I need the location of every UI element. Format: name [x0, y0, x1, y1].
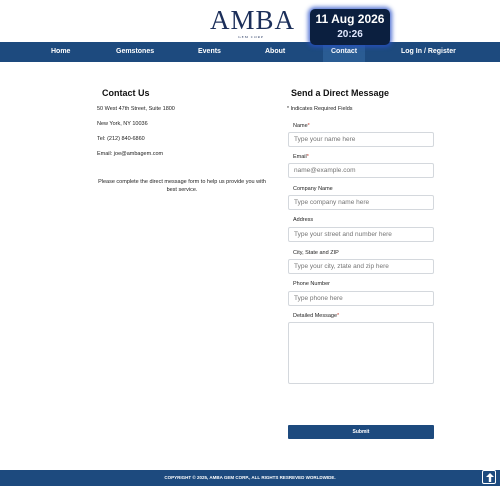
address-line-2: New York, NY 10036: [97, 121, 148, 127]
address-line-1: 50 West 47th Street, Suite 1800: [97, 106, 175, 112]
site-header: [0, 0, 500, 42]
main-nav: [0, 42, 500, 62]
nav-item-login-register[interactable]: Log In / Register: [401, 48, 456, 55]
address-label: Address: [293, 217, 314, 223]
clock-widget: [310, 9, 390, 45]
phone-field[interactable]: [288, 291, 434, 306]
logo-subtext: GEM CORP: [238, 35, 264, 39]
contact-heading: Contact Us: [102, 88, 150, 98]
message-textarea[interactable]: [288, 322, 434, 384]
nav-item-contact[interactable]: Contact: [323, 42, 365, 62]
nav-item-home[interactable]: Home: [51, 48, 71, 55]
required-star-icon: *: [287, 106, 289, 112]
phone-text: Tel: (212) 840-6860: [97, 136, 145, 142]
copyright-text: COPYRIGHT © 2025, AMBA GEM CORP., ALL RIGHTS RESREVED WORLDWIDE.: [164, 475, 336, 480]
nav-item-gemstones[interactable]: Gemstones: [116, 48, 155, 55]
required-fields-note: [287, 106, 353, 112]
email-text: Email: joe@ambagem.com: [97, 151, 164, 157]
logo-text: AMBA: [210, 5, 296, 35]
email-field[interactable]: [288, 163, 434, 178]
company-field[interactable]: [288, 195, 434, 210]
back-to-top-button[interactable]: [482, 470, 496, 484]
contact-note: Please complete the direct message form to help us provide you with best service.: [98, 179, 266, 193]
name-field[interactable]: [288, 132, 434, 147]
nav-item-events[interactable]: Events: [198, 48, 221, 55]
arrow-up-icon: [486, 473, 494, 482]
clock-time: 20:26: [337, 29, 363, 40]
city-state-zip-field[interactable]: [288, 259, 434, 274]
nav-item-about[interactable]: About: [265, 48, 286, 55]
required-note-text: Indicates Required Fields: [290, 106, 353, 112]
company-label: Company Name: [293, 186, 333, 192]
email-label: Email*: [293, 154, 309, 160]
address-field[interactable]: [288, 227, 434, 242]
submit-button[interactable]: Submit: [288, 425, 434, 439]
name-label: Name*: [293, 123, 310, 129]
message-label: Detailed Message*: [293, 313, 340, 319]
clock-date: 11 Aug 2026: [315, 12, 385, 26]
phone-label: Phone Number: [293, 281, 330, 287]
brand-logo[interactable]: [210, 5, 296, 39]
form-heading: Send a Direct Message: [291, 88, 390, 98]
city-state-zip-label: City, State and ZIP: [293, 250, 339, 256]
site-footer: [0, 470, 500, 486]
